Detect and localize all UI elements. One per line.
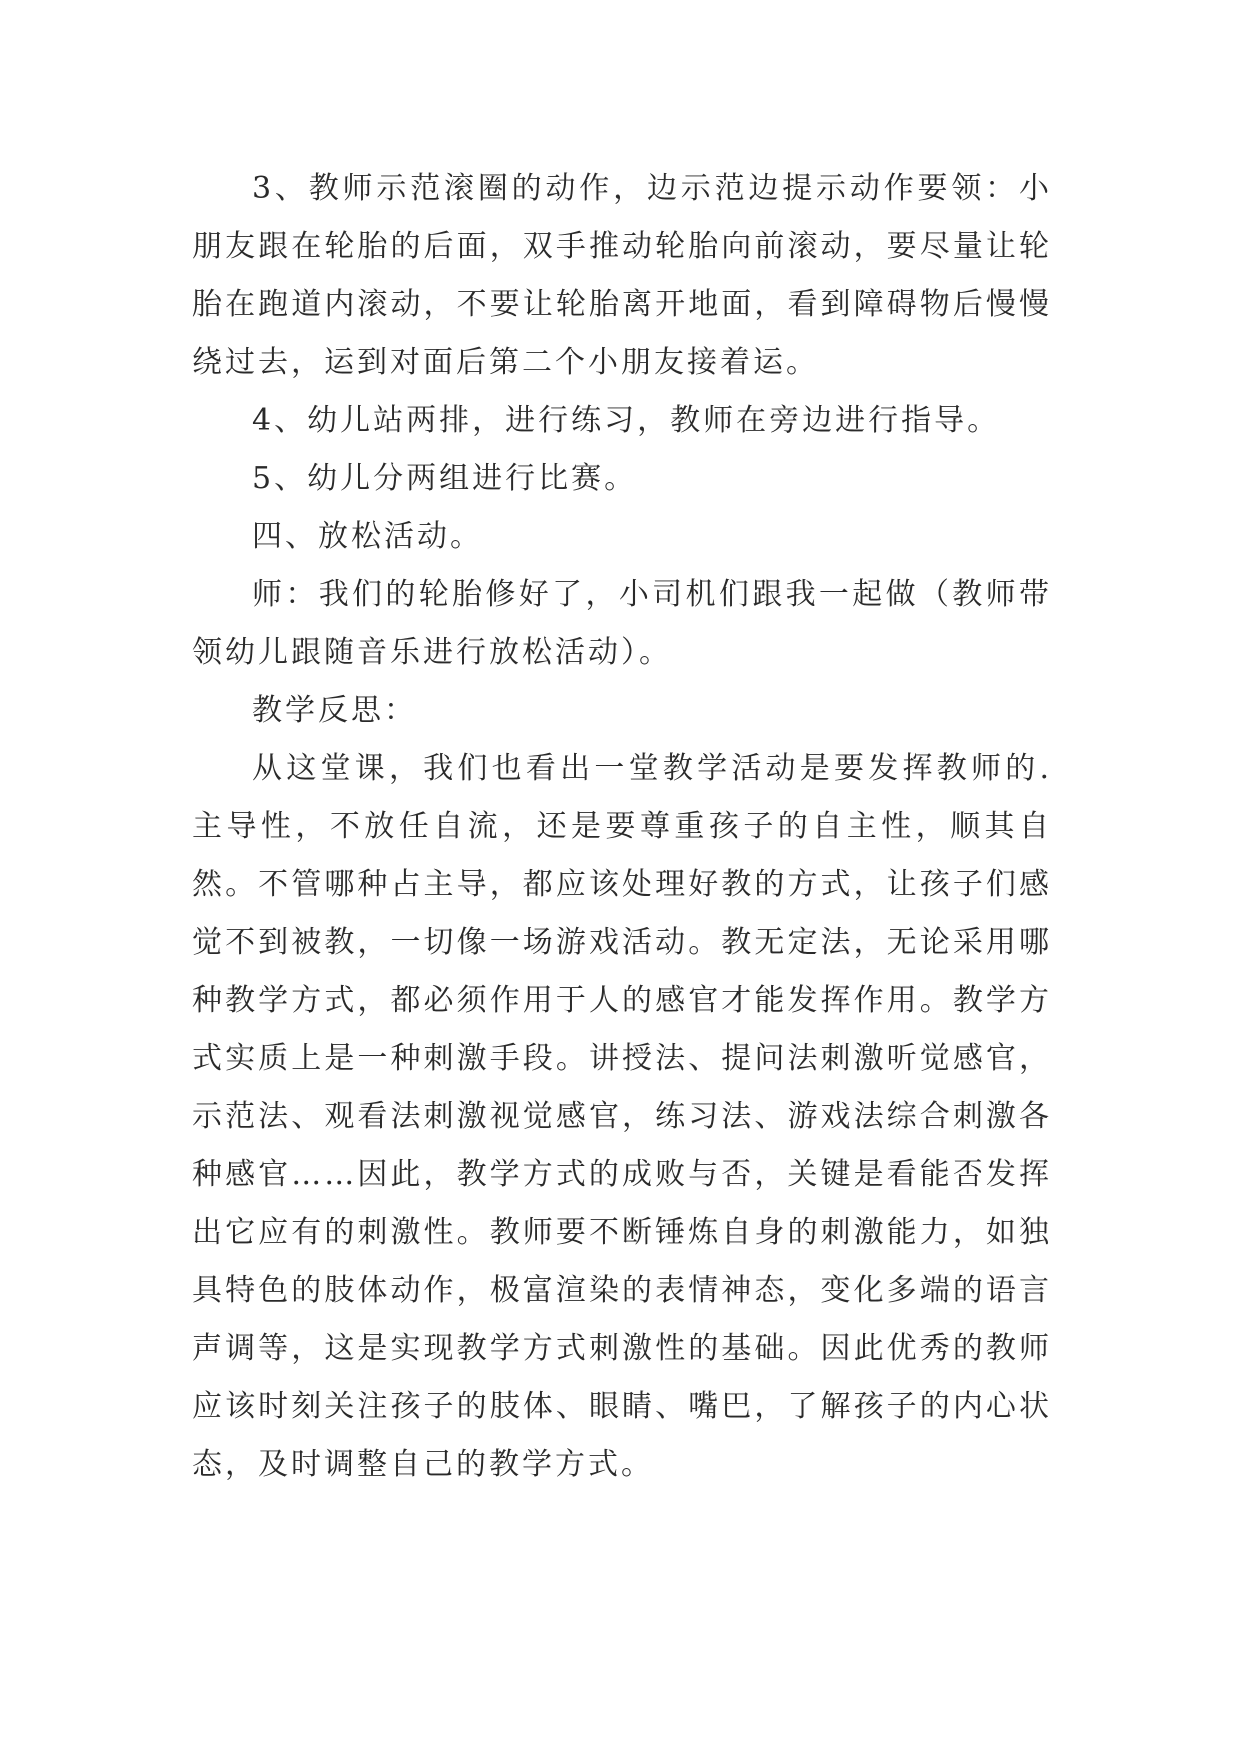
- section-heading-relaxation: 四、放松活动。: [252, 519, 483, 554]
- document-body: [192, 160, 1052, 1494]
- section-heading-reflection: 教学反思：: [252, 693, 417, 728]
- paragraph-teacher-dialogue: 师：我们的轮胎修好了，小司机们跟我一起做（教师带领幼儿跟随音乐进行放松活动）。: [192, 577, 1052, 670]
- paragraph-step-4: 4、幼儿站两排，进行练习，教师在旁边进行指导。: [252, 403, 1001, 438]
- paragraph-reflection: 从这堂课，我们也看出一堂教学活动是要发挥教师的.主导性，不放任自流，还是要尊重孩子的自主性，顺其自然。不管哪种占主导，都应该处理好教的方式，让孩子们感觉不到被教，一切像一场游戏活动。教无定法，无论采用哪种教学方式，都必须作用于人的感官才能发挥作用。教学方式实质上是一种刺激手段。讲授法、提问法刺激听觉感官，示范法、观看法刺激视觉感官，练习法、游戏法综合刺激各种感官……因此，教学方式的成败与否，关键是看能否发挥出它应有的刺激性。教师要不断锤炼自身的刺激能力，如独具特色的肢体动作，极富渲染的表情神态，变化多端的语言声调等，这是实现教学方式刺激性的基础。因此优秀的教师应该时刻关注孩子的肢体、眼睛、嘴巴，了解孩子的内心状态，及时调整自己的教学方式。: [192, 751, 1052, 1482]
- paragraph-step-3: 3、教师示范滚圈的动作，边示范边提示动作要领：小朋友跟在轮胎的后面，双手推动轮胎向前滚动，要尽量让轮胎在跑道内滚动，不要让轮胎离开地面，看到障碍物后慢慢绕过去，运到对面后第二个小朋友接着运。: [192, 171, 1052, 380]
- paragraph-step-5: 5、幼儿分两组进行比赛。: [252, 461, 638, 496]
